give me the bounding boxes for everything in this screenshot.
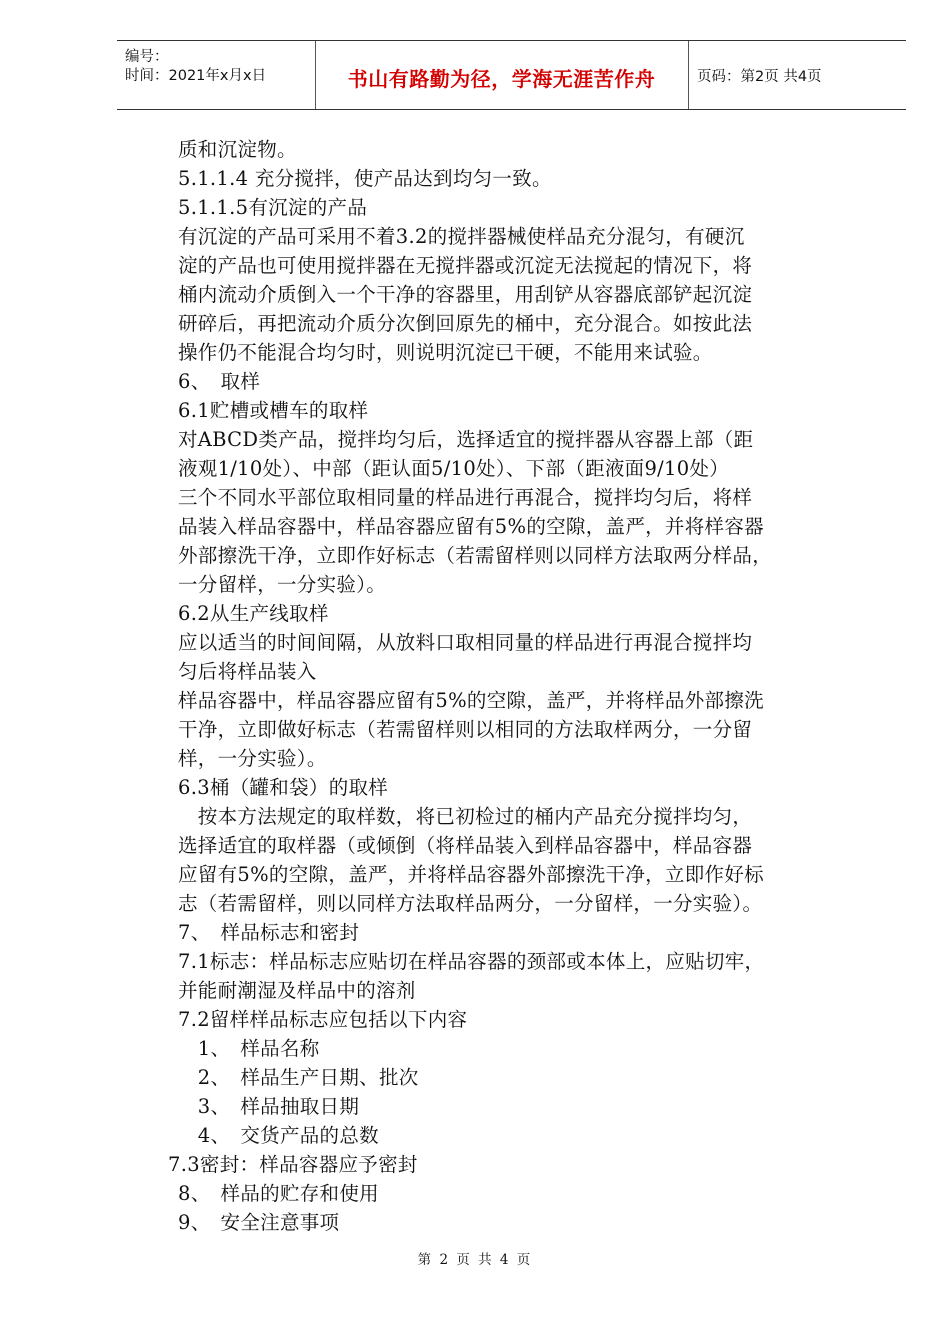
subsection-heading: 6.2从生产线取样 (178, 602, 329, 625)
text-line: 桶内流动介质倒入一个干净的容器里，用刮铲从容器底部铲起沉淀 (178, 283, 753, 306)
section-heading: 6、 取样 (178, 370, 261, 393)
text-line: 样品容器中，样品容器应留有5%的空隙，盖严，并将样品外部擦洗 (178, 689, 764, 712)
page-footer: 第 2 页 共 4 页 (417, 1252, 533, 1268)
text-line: 7.1标志：样品标志应贴切在样品容器的颈部或本体上，应贴切牢， (178, 950, 765, 973)
list-item: 2、 样品生产日期、批次 (178, 1066, 419, 1089)
text-line: 志（若需留样，则以同样方法取样品两分，一分留样，一分实验）。 (178, 892, 763, 915)
text-line: 按本方法规定的取样数，将已初检过的桶内产品充分搅拌均匀， (178, 805, 753, 828)
section-heading: 9、 安全注意事项 (178, 1211, 340, 1234)
text-line: 三个不同水平部位取相同量的样品进行再混合，搅拌均匀后，将样 (178, 486, 753, 509)
subsection-heading: 7.2留样样品标志应包括以下内容 (178, 1008, 468, 1031)
section-heading: 8、 样品的贮存和使用 (178, 1182, 379, 1205)
text-line: 品装入样品容器中，样品容器应留有5%的空隙，盖严，并将样容器 (178, 515, 764, 538)
subsection-heading: 6.3桶（罐和袋）的取样 (178, 776, 389, 799)
text-line: 操作仍不能混合均匀时，则说明沉淀已干硬，不能用来试验。 (178, 341, 713, 364)
text-line: 应留有5%的空隙，盖严，并将样品容器外部擦洗干净，立即作好标 (178, 863, 764, 886)
header-motto-cell (315, 41, 689, 109)
text-line: 应以适当的时间间隔，从放料口取相同量的样品进行再混合搅拌均 (178, 631, 753, 654)
text-line: 样，一分实验）。 (178, 747, 327, 770)
text-line: 研碎后，再把流动介质分次倒回原先的桶中，充分混合。如按此法 (178, 312, 753, 335)
section-heading: 7、 样品标志和密封 (178, 921, 360, 944)
text-line: 有沉淀的产品可采用不着3.2的搅拌器械使样品充分混匀，有硬沉 (178, 225, 745, 248)
text-line: 质和沉淀物。 (178, 138, 297, 161)
header-motto: 书山有路勤为径，学海无涯苦作舟 (347, 67, 656, 91)
text-line: 干净，立即做好标志（若需留样则以相同的方法取样两分，一分留 (178, 718, 753, 741)
list-item: 1、 样品名称 (178, 1037, 320, 1060)
header-page-cell (688, 41, 906, 109)
list-item: 4、 交货产品的总数 (178, 1124, 379, 1147)
document-time-label: 时间：2021年x月x日 (125, 68, 267, 84)
text-line: 5.1.1.4 充分搅拌，使产品达到均匀一致。 (178, 167, 552, 190)
text-line: 一分留样，一分实验）。 (178, 573, 387, 596)
text-line: 淀的产品也可使用搅拌器在无搅拌器或沉淀无法搅起的情况下，将 (178, 254, 753, 277)
subsection-heading: 7.3密封：样品容器应予密封 (168, 1153, 418, 1176)
text-line: 外部擦洗干净，立即作好标志（若需留样则以同样方法取两分样品， (178, 544, 773, 567)
page-header (117, 40, 906, 110)
text-line: 并能耐潮湿及样品中的溶剂 (178, 979, 416, 1002)
text-line: 选择适宜的取样器（或倾倒（将样品装入到样品容器中，样品容器 (178, 834, 753, 857)
document-number-label: 编号： (125, 49, 169, 65)
text-line: 对ABCD类产品，搅拌均匀后，选择适宜的搅拌器从容器上部（距 (178, 428, 754, 451)
subsection-heading: 6.1贮槽或槽车的取样 (178, 399, 369, 422)
text-line: 匀后将样品装入 (178, 660, 317, 683)
header-page-number: 页码：第2页 共4页 (697, 69, 822, 85)
text-line: 5.1.1.5有沉淀的产品 (178, 196, 368, 219)
list-item: 3、 样品抽取日期 (178, 1095, 360, 1118)
text-line: 液观1/10处）、中部（距认面5/10处）、下部（距液面9/10处） (178, 457, 730, 480)
header-meta-cell (117, 41, 316, 109)
